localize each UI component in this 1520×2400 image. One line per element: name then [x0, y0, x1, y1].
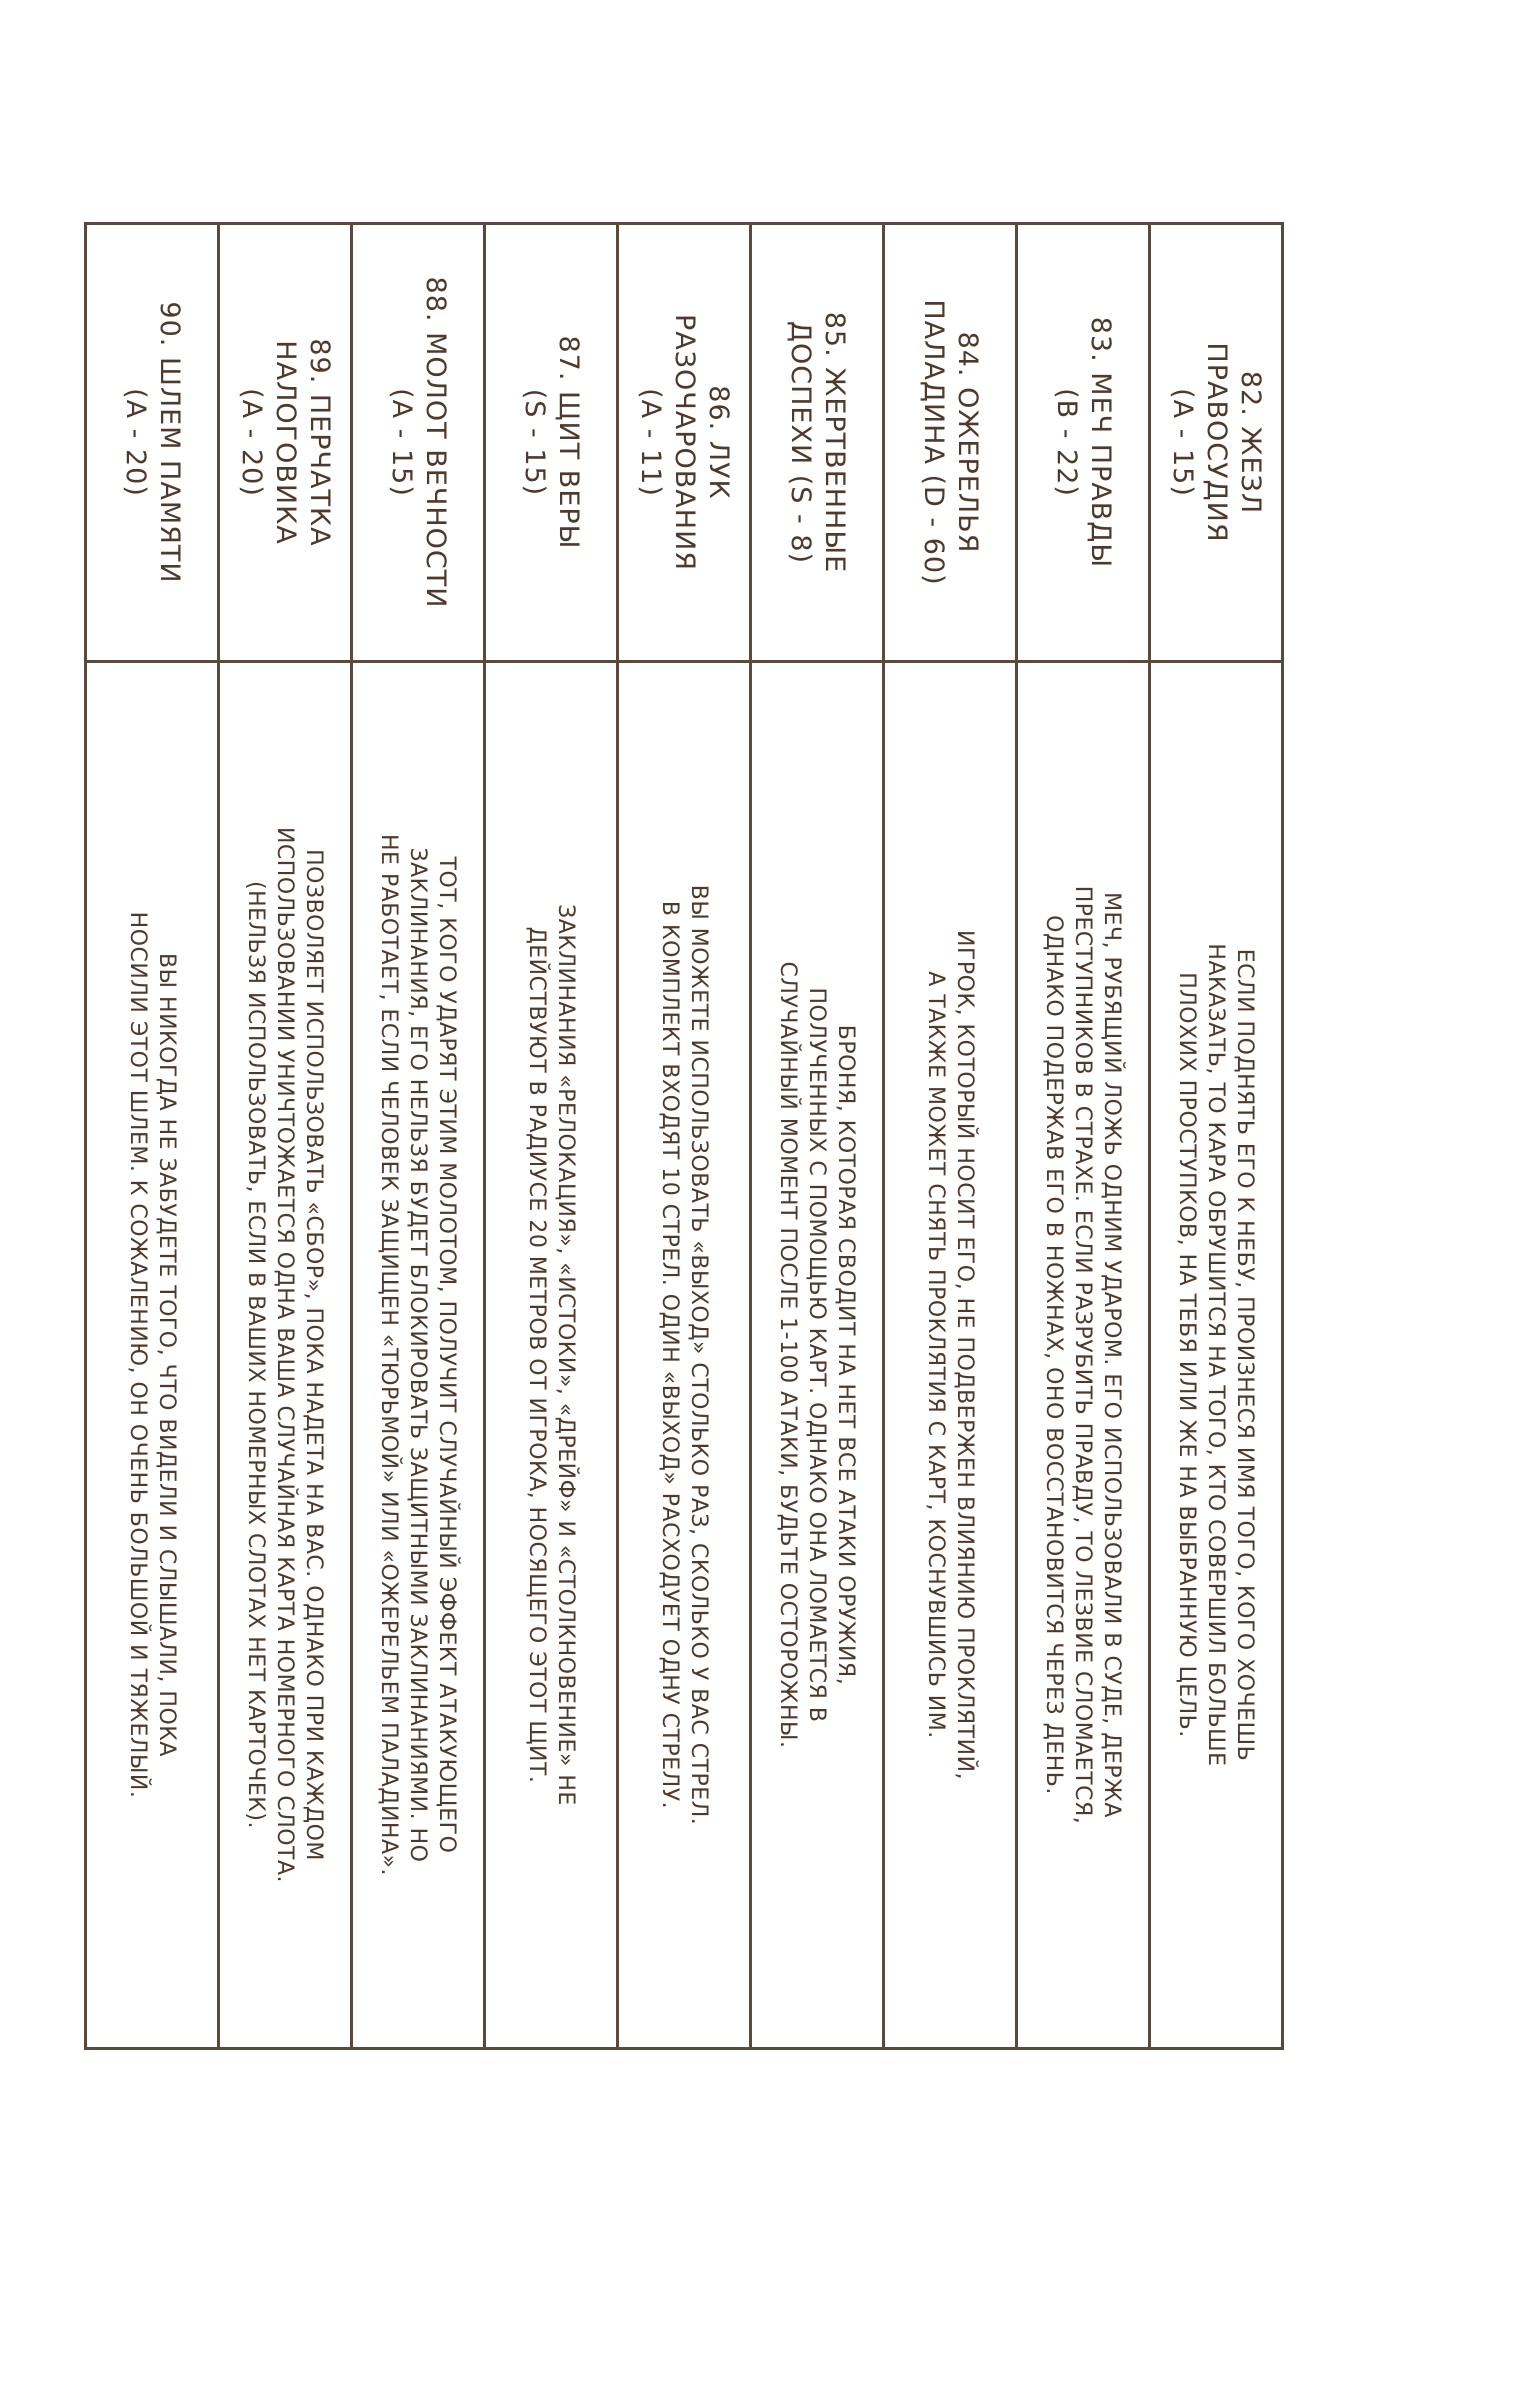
item-description-cell — [220, 663, 350, 2047]
item-name-cell — [752, 225, 882, 663]
item-description-cell — [619, 663, 749, 2047]
table-row — [619, 225, 752, 2047]
item-description-cell — [1151, 663, 1281, 2047]
item-name-cell — [885, 225, 1015, 663]
item-description: ЕСЛИ ПОДНЯТЬ ЕГО К НЕБУ, ПРОИЗНЕСЯ ИМЯ ТОГО, КОГО ХОЧЕШЬ НАКАЗАТЬ, ТО КАРА ОБРУШИТСЯ НА ТОГО, КТО СОВЕРШИЛ БОЛЬШЕ ПЛОХИХ ПРОСТУПКОВ, НА ТЕБЯ ИЛИ ЖЕ НА ВЫБРАННУЮ ЦЕЛЬ. — [1174, 943, 1258, 1767]
item-name: 90. ШЛЕМ ПАМЯТИ (A - 20) — [120, 301, 185, 584]
item-description: ВЫ НИКОГДА НЕ ЗАБУДЕТЕ ТОГО, ЧТО ВИДЕЛИ И СЛЫШАЛИ, ПОКА НОСИЛИ ЭТОТ ШЛЕМ. К СОЖАЛЕНИЮ, ОН ОЧЕНЬ БОЛЬШОЙ И ТЯЖЕЛЫЙ. — [125, 911, 179, 1799]
item-table — [84, 222, 1284, 2050]
table-row — [486, 225, 619, 2047]
item-name-cell — [1018, 225, 1148, 663]
item-description-cell — [752, 663, 882, 2047]
item-description-cell — [353, 663, 483, 2047]
table-row — [752, 225, 885, 2047]
item-name: 82. ЖЕЗЛ ПРАВОСУДИЯ (A - 15) — [1167, 342, 1266, 543]
item-description: ТОТ, КОГО УДАРЯТ ЭТИМ МОЛОТОМ, ПОЛУЧИТ СЛУЧАЙНЫЙ ЭФФЕКТ АТАКУЮЩЕГО ЗАКЛИНАНИЯ, ЕГО НЕЛЬЗЯ БУДЕТ БЛОКИРОВАТЬ ЗАЩИТНЫМИ ЗАКЛИНАНИЯМИ. НО НЕ РАБОТАЕТ, ЕСЛИ ЧЕЛОВЕК ЗАЩИЩЕН «ТЮРЬМОЙ» ИЛИ «ОЖЕРЕЛЬЕМ ПАЛАДИНА». — [376, 834, 460, 1876]
item-description: ЗАКЛИНАНИЯ «РЕЛОКАЦИЯ», «ИСТОКИ», «ДРЕЙФ» И «СТОЛКНОВЕНИЕ» НЕ ДЕЙСТВУЮТ В РАДИУСЕ 20 МЕТРОВ ОТ ИГРОКА, НОСЯЩЕГО ЭТОТ ЩИТ. — [524, 904, 578, 1806]
item-description: МЕЧ, РУБЯЩИЙ ЛОЖЬ ОДНИМ УДАРОМ. ЕГО ИСПОЛЬЗОВАЛИ В СУДЕ, ДЕРЖА ПРЕСТУПНИКОВ В СТРАХЕ. ЕСЛИ РАЗРУБИТЬ ПРАВДУ, ТО ЛЕЗВИЕ СЛОМАЕТСЯ, ОДНАКО ПОДЕРЖАВ ЕГО В НОЖНАХ, ОНО ВОССТАНОВИТСЯ ЧЕРЕЗ ДЕНЬ. — [1041, 885, 1125, 1825]
table-row — [1151, 225, 1281, 2047]
item-table-content — [87, 225, 1281, 2047]
table-row — [885, 225, 1018, 2047]
item-name: 86. ЛУК РАЗОЧАРОВАНИЯ (A - 11) — [635, 313, 734, 572]
item-name: 83. МЕЧ ПРАВДЫ (B - 22) — [1051, 316, 1116, 569]
item-description: ИГРОК, КОТОРЫЙ НОСИТ ЕГО, НЕ ПОДВЕРЖЕН ВЛИЯНИЮ ПРОКЛЯТИЙ, А ТАКЖЕ МОЖЕТ СНЯТЬ ПРОКЛЯТИЯ С КАРТ, КОСНУВШИСЬ ИМ. — [923, 929, 977, 1781]
item-name-cell — [87, 225, 217, 663]
item-name-cell — [486, 225, 616, 663]
table-row — [1018, 225, 1151, 2047]
table-row — [353, 225, 486, 2047]
table-row — [87, 225, 220, 2047]
item-name-cell — [1151, 225, 1281, 663]
item-name-cell — [353, 225, 483, 663]
item-name: 87. ЩИТ ВЕРЫ (S - 15) — [519, 335, 584, 550]
item-name-cell — [619, 225, 749, 663]
item-name: 84. ОЖЕРЕЛЬЯ ПАЛАДИНА (D - 60) — [918, 299, 983, 586]
item-name: 85. ЖЕРТВЕННЫЕ ДОСПЕХИ (S - 8) — [785, 311, 850, 574]
item-description-cell — [1018, 663, 1148, 2047]
item-name: 88. МОЛОТ ВЕЧНОСТИ (A - 15) — [386, 276, 451, 609]
item-name: 89. ПЕРЧАТКА НАЛОГОВИКА (A - 20) — [236, 338, 335, 547]
item-description: ПОЗВОЛЯЕТ ИСПОЛЬЗОВАТЬ «СБОР», ПОКА НАДЕТА НА ВАС. ОДНАКО ПРИ КАЖДОМ ИСПОЛЬЗОВАНИИ УНИЧТОЖАЕТСЯ ОДНА ВАША СЛУЧАЙНАЯ КАРТА НОМЕРНОГО СЛОТА. (НЕЛЬЗЯ ИСПОЛЬЗОВАТЬ, ЕСЛИ В ВАШИХ НОМЕРНЫХ СЛОТАХ НЕТ КАРТОЧЕК). — [243, 826, 327, 1884]
item-description-cell — [87, 663, 217, 2047]
item-description-cell — [885, 663, 1015, 2047]
item-name-cell — [220, 225, 350, 663]
item-description-cell — [486, 663, 616, 2047]
table-row — [220, 225, 353, 2047]
item-description: БРОНЯ, КОТОРАЯ СВОДИТ НА НЕТ ВСЕ АТАКИ ОРУЖИЯ, ПОЛУЧЕННЫХ С ПОМОЩЬЮ КАРТ. ОДНАКО ОНА ЛОМАЕТСЯ В СЛУЧАЙНЫЙ МОМЕНТ ПОСЛЕ 1-100 АТАКИ, БУДЬТЕ ОСТОРОЖНЫ. — [775, 961, 859, 1749]
item-description: ВЫ МОЖЕТЕ ИСПОЛЬЗОВАТЬ «ВЫХОД» СТОЛЬКО РАЗ, СКОЛЬКО У ВАС СТРЕЛ. В КОМПЛЕКТ ВХОДЯТ 10 СТРЕЛ. ОДИН «ВЫХОД» РАСХОДУЕТ ОДНУ СТРЕЛУ. — [657, 884, 711, 1826]
